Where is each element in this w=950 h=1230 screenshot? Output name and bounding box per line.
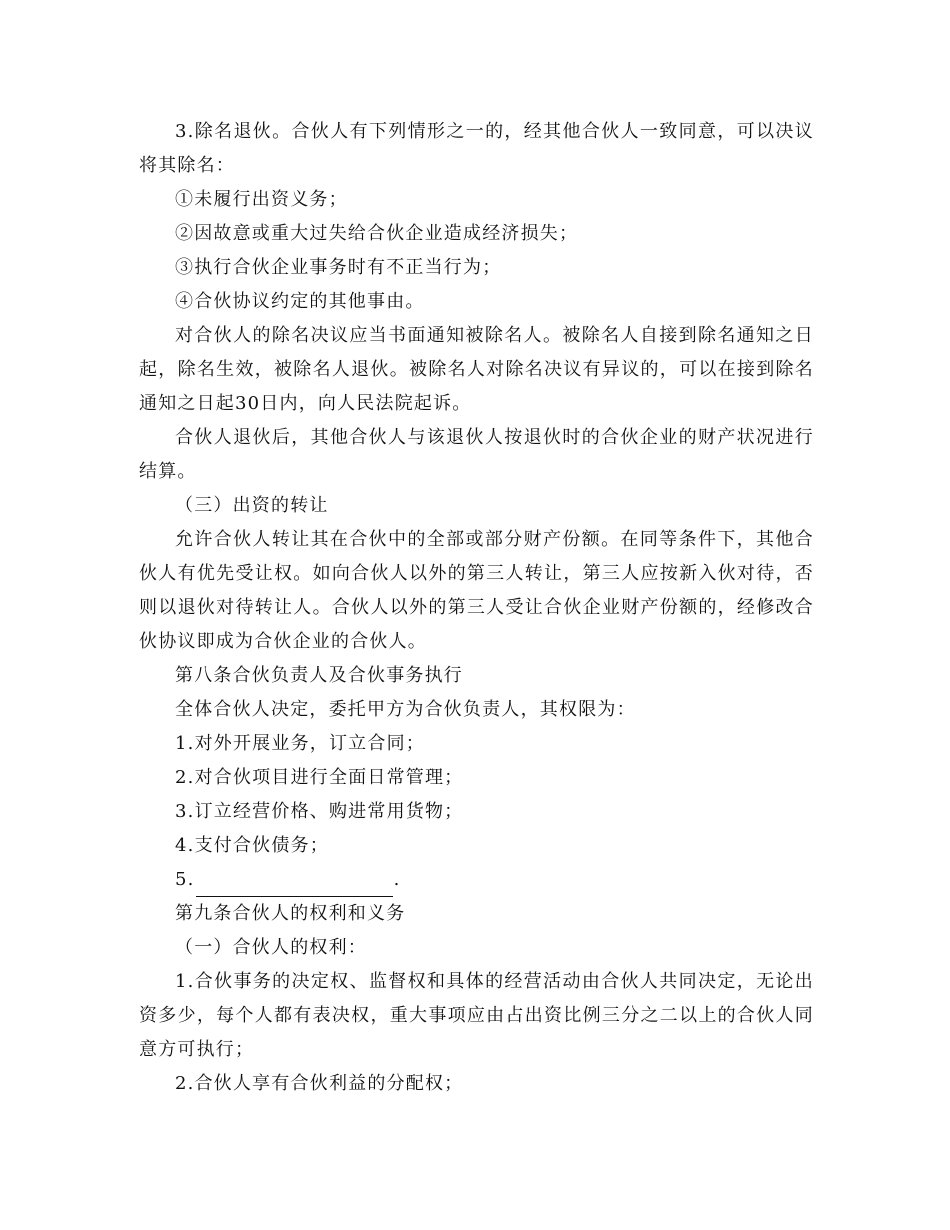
article-8-heading: 第八条合伙负责人及合伙事务执行 [175,665,463,686]
list-item-3: ③执行合伙企业事务时有不正当行为； [175,257,502,278]
list-item-2: ②因故意或重大过失给合伙企业造成经济损失； [175,223,579,244]
rights-item-2: 2.合伙人享有合伙利益的分配权； [175,1073,464,1094]
authority-item-1: 1.对外开展业务，订立合同； [175,733,425,754]
paragraph-appointment: 全体合伙人决定，委托甲方为合伙负责人，其权限为： [175,699,636,720]
item-5-prefix: 5. [175,869,195,890]
list-item-4: ④合伙协议约定的其他事由。 [175,291,425,312]
paragraph-settlement: 合伙人退伙后，其他合伙人与该退伙人按退伙时的合伙企业的财产状况进行结算。 [139,427,814,482]
paragraph-expulsion-notice: 对合伙人的除名决议应当书面通知被除名人。被除名人自接到除名通知之日起，除名生效，被除名人退伙。被除名人对除名决议有异议的，可以在接到除名通知之日起30日内，向人民法院起诉。 [139,325,814,414]
item-5-suffix: . [393,869,401,890]
authority-item-2: 2.对合伙项目进行全面日常管理； [175,767,464,788]
document-body [139,115,814,1101]
list-item-1: ①未履行出资义务； [175,189,348,210]
paragraph-expulsion: 3.除名退伙。合伙人有下列情形之一的，经其他合伙人一致同意，可以决议将其除名： [139,121,814,176]
fill-in-blank-line [196,876,393,897]
authority-item-3: 3.订立经营价格、购进常用货物； [175,801,464,822]
section-heading-transfer: （三）出资的转让 [175,495,329,516]
section-heading-rights: （一）合伙人的权利： [175,937,367,958]
article-9-heading: 第九条合伙人的权利和义务 [175,903,406,924]
authority-item-5 [139,863,814,897]
authority-item-4: 4.支付合伙债务； [175,835,329,856]
paragraph-transfer: 允许合伙人转让其在合伙中的全部或部分财产份额。在同等条件下，其他合伙人有优先受让权。如向合伙人以外的第三人转让，第三人应按新入伙对待，否则以退伙对待转让人。合伙人以外的第三人受让合伙企业财产份额的，经修改合伙协议即成为合伙企业的合伙人。 [139,529,814,652]
rights-item-1: 1.合伙事务的决定权、监督权和具体的经营活动由合伙人共同决定，无论出资多少，每个人都有表决权，重大事项应由占出资比例三分之二以上的合伙人同意方可执行； [139,971,814,1060]
